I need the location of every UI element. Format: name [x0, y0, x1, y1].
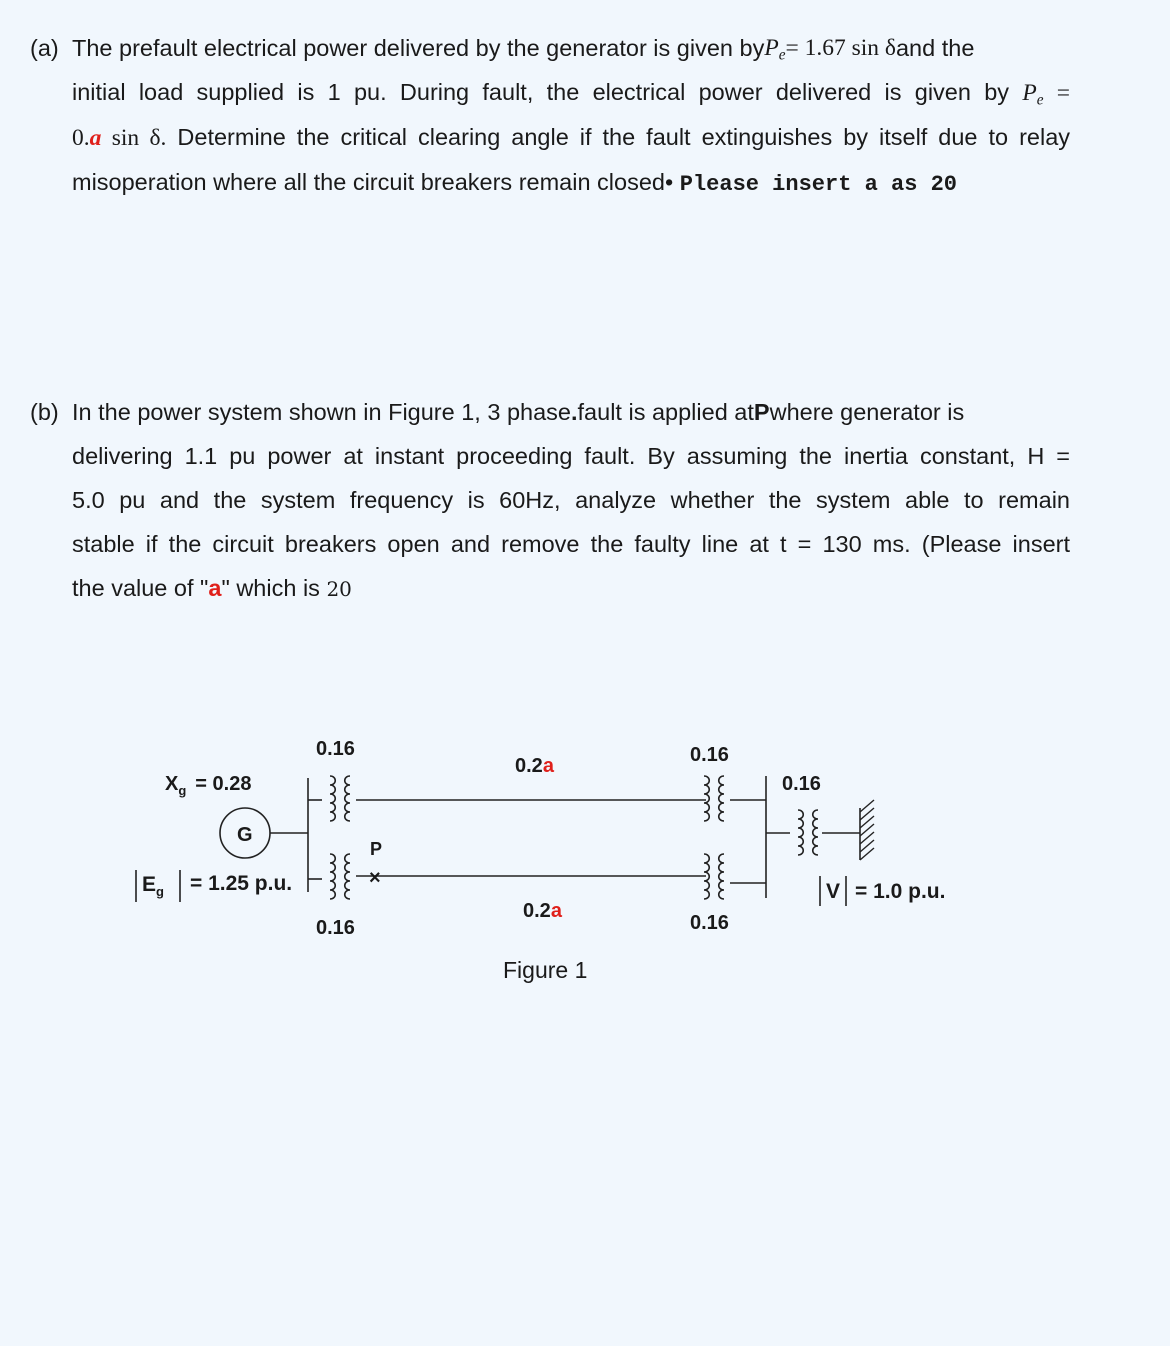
part-b-line-3: 5.0 pu and the system frequency is 60Hz, analyze whether the system able to remain [72, 487, 1070, 513]
transformer-left-bottom [330, 854, 350, 899]
part-a-line-2 [30, 70, 1070, 115]
prefault-equation: = 1.67 sin δ [785, 35, 896, 61]
transformer-left-top [330, 776, 350, 821]
part-a-label: (a) [30, 35, 59, 61]
variable-a: a [89, 125, 102, 151]
transformer-right-bottom [704, 854, 724, 899]
t1-bottom-reactance: 0.16 [316, 917, 355, 939]
insert-a-note: Please insert a as 20 [679, 172, 958, 197]
part-a-line-2-text: initial load supplied is 1 pu. During fault, the electrical power delivered is given by [72, 79, 1010, 105]
fault-point-p: P [753, 399, 770, 425]
part-b-line-4: stable if the circuit breakers open and remove the faulty line at t = 130 ms. (Please insert [72, 531, 1070, 557]
part-a-line-4-text: misoperation where all the circuit breakers remain closed [72, 169, 665, 195]
question-part-b [30, 390, 1070, 611]
pe-symbol: $P_e$ [764, 35, 786, 64]
part-a-line-1-end: and the [895, 35, 975, 61]
part-b-line-1 [30, 390, 1070, 434]
part-a-line-4 [30, 160, 1070, 207]
part-b-line-1-post: where generator is [769, 399, 965, 425]
t1-top-reactance: 0.16 [316, 738, 355, 760]
t2-bottom-reactance: 0.16 [690, 912, 729, 934]
power-system-diagram [0, 720, 1170, 1010]
fault-mark: × [369, 867, 381, 889]
part-a-line-1 [30, 26, 1070, 70]
eg-value: = 1.25 p.u. [190, 872, 293, 895]
eg-label: $E_g$ [142, 873, 164, 899]
line-top-reactance: 0.2a [515, 755, 554, 777]
transformer-right-top [704, 776, 724, 821]
bullet: • [665, 169, 674, 195]
part-b-line-1-pre: In the power system shown in Figure 1, 3 phase. [72, 399, 578, 425]
part-b-line-5: the value of "a" which is 20 [72, 575, 352, 601]
fault-point-label: P [370, 839, 383, 859]
v-value: = 1.0 p.u. [855, 880, 946, 903]
line-bottom-reactance: 0.2a [523, 900, 562, 922]
pe-symbol-2: $P_e$ [1022, 80, 1044, 109]
t3-reactance: 0.16 [782, 773, 821, 795]
part-a-line-3 [30, 115, 1070, 160]
xg-label: $X_g = 0.28$ [165, 773, 252, 798]
generator-label: G [237, 824, 253, 846]
fault-equation: 0.a sin δ. [72, 125, 167, 151]
v-label: V [826, 880, 841, 903]
part-b-line-2: delivering 1.1 pu power at instant proceeding fault. By assuming the inertia constant, H = [72, 443, 1070, 469]
part-a-line-1-text: The prefault electrical power delivered by the generator is given by [72, 35, 765, 61]
variable-a-b: a [208, 575, 222, 601]
value-of-a: 20 [326, 577, 352, 601]
question-part-a [30, 26, 1070, 207]
figure-caption: Figure 1 [503, 957, 588, 983]
transformer-infinite-bus [798, 810, 818, 855]
part-b-line-1-mid: fault is applied at [577, 399, 754, 425]
part-a-line-3-text: Determine the critical clearing angle if the fault extinguishes by itself due to relay [177, 124, 1071, 150]
t2-top-reactance: 0.16 [690, 744, 729, 766]
part-b-label: (b) [30, 399, 59, 425]
infinite-bus-hatch [860, 800, 874, 860]
fault-equation-equals: = [1056, 80, 1071, 106]
